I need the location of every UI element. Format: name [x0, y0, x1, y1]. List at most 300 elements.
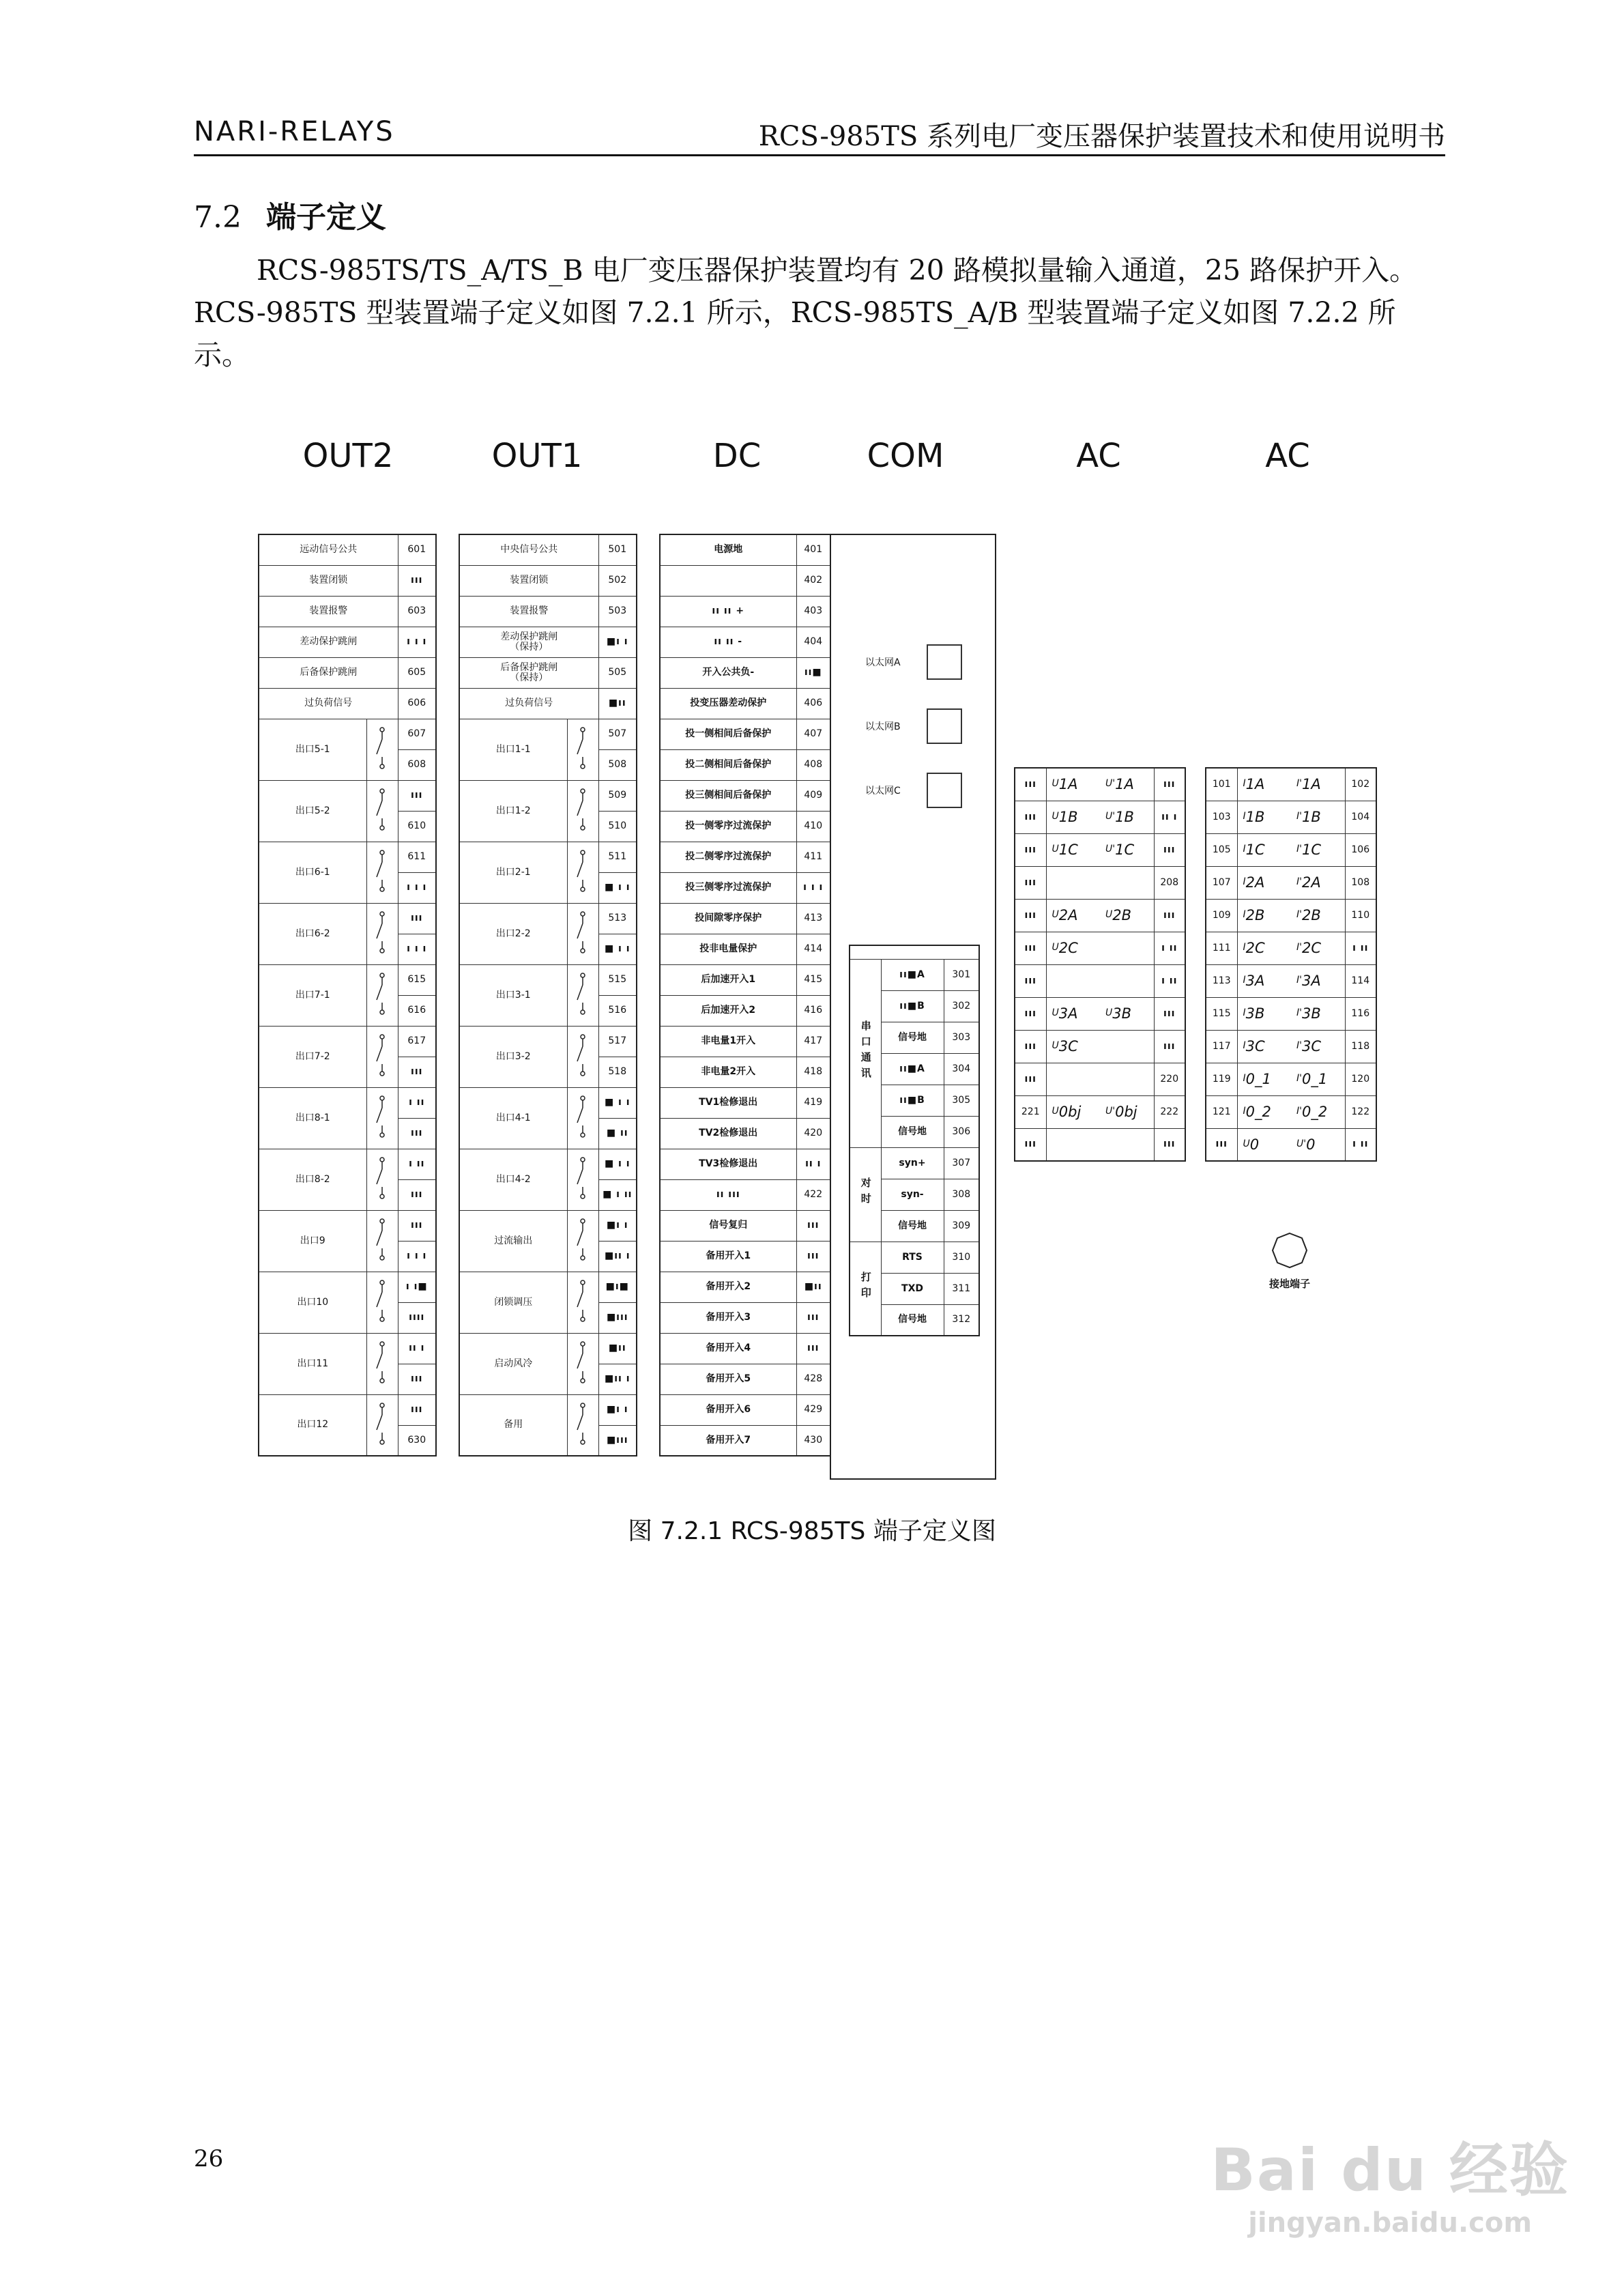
out2-relay-contact — [366, 842, 398, 903]
relay-contact-icon — [569, 723, 596, 773]
out2-relay-terminal: ııı — [398, 1394, 436, 1425]
out2-relay-terminal: 611 — [398, 842, 436, 872]
ac-i-row — [1206, 768, 1376, 801]
page-number: 26 — [194, 2145, 224, 2172]
relay-contact-icon — [368, 723, 396, 773]
out1-relay-terminal: ■ııı — [598, 1302, 637, 1333]
ac-voltage-panel — [1014, 767, 1185, 1162]
dc-row — [660, 872, 830, 903]
ac-i-terminal-right: 114 — [1345, 964, 1376, 997]
out1-relay-terminal: ■ıı — [598, 1333, 637, 1364]
dc-label: ıı ııı — [660, 1179, 796, 1210]
ac-i-terminal-right: 110 — [1345, 899, 1376, 932]
ac-i-terminal-right: ı ıı — [1345, 932, 1376, 964]
out1-signal-terminal: ■ıı — [598, 688, 637, 719]
col-head-ac-i: AC — [1265, 437, 1310, 475]
ethernet-port-label: 以太网B — [865, 721, 901, 732]
ac-u-quantity: $U'_{1C}$ — [1100, 833, 1154, 866]
dc-terminal: 429 — [796, 1394, 830, 1425]
out2-signal-row — [259, 534, 436, 565]
ac-i-quantity: $I'_{0\_2}$ — [1291, 1095, 1345, 1128]
ac-u-terminal-left: 221 — [1015, 1095, 1046, 1128]
out2-signal-terminal: 601 — [398, 534, 436, 565]
out2-relay-row — [259, 780, 436, 811]
out1-relay-contact — [567, 1272, 598, 1333]
ethernet-port-label: 以太网A — [865, 657, 901, 668]
ac-u-terminal-left: ııı — [1015, 801, 1046, 833]
dc-label — [660, 565, 796, 596]
dc-terminal: 428 — [796, 1364, 830, 1394]
out2-relay-row — [259, 1210, 436, 1241]
com-row — [850, 1242, 979, 1273]
dc-row — [660, 811, 830, 842]
ac-u-quantity: $U_{3B}$ — [1100, 997, 1154, 1030]
dc-row — [660, 534, 830, 565]
ac-i-terminal-left: 107 — [1206, 866, 1237, 899]
out2-relay-row — [259, 1394, 436, 1425]
ethernet-port — [927, 644, 962, 680]
dc-label: TV3检修退出 — [660, 1149, 796, 1179]
ac-u-quantity: $U'_{0bj}$ — [1100, 1095, 1154, 1128]
relay-contact-icon — [368, 907, 396, 958]
ac-i-row — [1206, 1128, 1376, 1161]
out2-relay-contact — [366, 1149, 398, 1210]
ac-u-quantity — [1100, 1128, 1154, 1161]
out2-relay-terminal: 610 — [398, 811, 436, 842]
dc-label: 备用开入2 — [660, 1272, 796, 1302]
ac-i-terminal-left: ııı — [1206, 1128, 1237, 1161]
out2-relay-terminal: ı ı■ — [398, 1272, 436, 1302]
ac-current-panel — [1205, 767, 1376, 1162]
out2-relay-contact — [366, 1394, 398, 1456]
ac-u-quantity — [1046, 866, 1100, 899]
out1-relay-row — [459, 964, 637, 995]
out2-relay-terminal: ı ıı — [398, 1149, 436, 1179]
dc-terminal: ■ıı — [796, 1272, 830, 1302]
dc-label: 投变压器差动保护 — [660, 688, 796, 719]
out1-relay-terminal: 508 — [598, 749, 637, 780]
ac-u-terminal-left: ııı — [1015, 866, 1046, 899]
dc-terminal: ııı — [796, 1241, 830, 1272]
out2-relay-terminal: 607 — [398, 719, 436, 749]
out2-signal-row — [259, 657, 436, 688]
out1-relay-row — [459, 1272, 637, 1302]
out2-relay-terminal: ııı — [398, 1210, 436, 1241]
out1-relay-terminal: 515 — [598, 964, 637, 995]
out1-relay-terminal: ■ ı ıı — [598, 1179, 637, 1210]
out1-relay-label: 出口2-2 — [459, 903, 567, 964]
out1-relay-row — [459, 1087, 637, 1118]
ac-i-quantity: $I'_{2A}$ — [1291, 866, 1345, 899]
com-spacer — [850, 945, 979, 959]
ac-i-terminal-right: 116 — [1345, 997, 1376, 1030]
out2-relay-label: 出口8-2 — [259, 1149, 366, 1210]
ac-u-terminal-right: ııı — [1154, 1030, 1185, 1063]
dc-label: 投非电量保护 — [660, 934, 796, 964]
out1-relay-contact — [567, 1087, 598, 1149]
dc-label: ıı ıı + — [660, 596, 796, 627]
ac-u-row — [1015, 833, 1185, 866]
ac-i-quantity: $I'_{3C}$ — [1291, 1030, 1345, 1063]
com-signal-label: syn+ — [881, 1147, 944, 1179]
out1-relay-terminal: ■ııı — [598, 1425, 637, 1456]
dc-terminal: 407 — [796, 719, 830, 749]
dc-label: 备用开入6 — [660, 1394, 796, 1425]
dc-row — [660, 565, 830, 596]
ac-i-quantity: $I_{2C}$ — [1237, 932, 1291, 964]
ac-i-terminal-right: 106 — [1345, 833, 1376, 866]
ac-u-terminal-right: 220 — [1154, 1063, 1185, 1095]
dc-label: 电源地 — [660, 534, 796, 565]
out2-signal-terminal: ııı — [398, 565, 436, 596]
out1-signal-label: 后备保护跳闸 （保持） — [459, 657, 598, 688]
ac-u-quantity: $U_{1A}$ — [1046, 768, 1100, 801]
com-signal-label: 信号地 — [881, 1304, 944, 1336]
out1-relay-terminal: ■ı ı — [598, 1210, 637, 1241]
ac-u-quantity: $U_{3C}$ — [1046, 1030, 1100, 1063]
ac-i-terminal-left: 113 — [1206, 964, 1237, 997]
ac-u-quantity — [1100, 1030, 1154, 1063]
dc-row — [660, 1241, 830, 1272]
dc-label: 投间隙零序保护 — [660, 903, 796, 934]
out1-relay-row — [459, 1394, 637, 1425]
dc-terminal: 403 — [796, 596, 830, 627]
dc-terminal: 415 — [796, 964, 830, 995]
relay-contact-icon — [569, 846, 596, 896]
out1-relay-row — [459, 1026, 637, 1057]
ac-i-row — [1206, 1095, 1376, 1128]
dc-terminal: 404 — [796, 627, 830, 657]
relay-contact-icon — [368, 968, 396, 1019]
ac-i-quantity: $I'_{2B}$ — [1291, 899, 1345, 932]
dc-terminal: ııı — [796, 1333, 830, 1364]
out1-relay-contact — [567, 964, 598, 1026]
relay-contact-icon — [569, 1091, 596, 1142]
com-signal-label: ıı■A — [881, 1053, 944, 1085]
col-head-dc: DC — [712, 437, 762, 475]
out2-relay-terminal: ııı — [398, 1179, 436, 1210]
com-signal-label: ıı■B — [881, 990, 944, 1022]
dc-terminal: ı ı ı — [796, 872, 830, 903]
relay-contact-icon — [368, 1398, 396, 1449]
out2-relay-terminal: 608 — [398, 749, 436, 780]
out1-signal-terminal: 503 — [598, 596, 637, 627]
ac-i-terminal-right: 122 — [1345, 1095, 1376, 1128]
header-brand: NARI-RELAYS — [194, 116, 395, 147]
out1-relay-contact — [567, 1210, 598, 1272]
out1-relay-terminal: ■ıı ı — [598, 1364, 637, 1394]
com-row — [850, 959, 979, 990]
out1-signal-terminal: 501 — [598, 534, 637, 565]
out1-relay-label: 过流输出 — [459, 1210, 567, 1272]
out1-signal-terminal: 505 — [598, 657, 637, 688]
com-serial-block — [849, 945, 978, 1336]
ac-u-row — [1015, 964, 1185, 997]
out1-relay-terminal: ■ ı ı — [598, 934, 637, 964]
ac-i-row — [1206, 801, 1376, 833]
ac-u-row — [1015, 1063, 1185, 1095]
ac-u-terminal-left: ııı — [1015, 899, 1046, 932]
out1-relay-terminal: ■ ı ı — [598, 872, 637, 903]
out2-signal-terminal: 605 — [398, 657, 436, 688]
out2-relay-row — [259, 964, 436, 995]
out1-relay-contact — [567, 842, 598, 903]
dc-label: TV1检修退出 — [660, 1087, 796, 1118]
ac-i-quantity: $I_{1A}$ — [1237, 768, 1291, 801]
ac-u-row — [1015, 801, 1185, 833]
out2-relay-contact — [366, 1087, 398, 1149]
out2-relay-terminal: 616 — [398, 995, 436, 1026]
dc-row — [660, 1179, 830, 1210]
out1-relay-terminal: ■ ı ı — [598, 1087, 637, 1118]
ac-u-row — [1015, 997, 1185, 1030]
dc-terminal: ıı ı — [796, 1149, 830, 1179]
com-terminal: 303 — [944, 1022, 979, 1053]
out2-relay-label: 出口6-2 — [259, 903, 366, 964]
ac-u-row — [1015, 1095, 1185, 1128]
out2-signal-label: 过负荷信号 — [259, 688, 398, 719]
dc-label: 后加速开入1 — [660, 964, 796, 995]
dc-row — [660, 1026, 830, 1057]
dc-label: 信号复归 — [660, 1210, 796, 1241]
ac-i-row — [1206, 932, 1376, 964]
com-terminal: 310 — [944, 1242, 979, 1273]
dc-terminal: ııı — [796, 1302, 830, 1333]
ac-u-quantity — [1046, 1063, 1100, 1095]
section-heading — [194, 192, 386, 236]
com-terminal: 306 — [944, 1116, 979, 1147]
out1-signal-label: 中央信号公共 — [459, 534, 598, 565]
out2-relay-label: 出口5-1 — [259, 719, 366, 780]
relay-contact-icon — [368, 1153, 396, 1203]
out1-signal-row — [459, 688, 637, 719]
dc-label: 投一侧零序过流保护 — [660, 811, 796, 842]
ac-u-terminal-right: ııı — [1154, 1128, 1185, 1161]
dc-terminal: 422 — [796, 1179, 830, 1210]
out2-relay-terminal: ıııı — [398, 1302, 436, 1333]
relay-contact-icon — [569, 968, 596, 1019]
ac-u-terminal-left: ııı — [1015, 768, 1046, 801]
ac-u-terminal-right: ııı — [1154, 768, 1185, 801]
out2-relay-label: 出口6-1 — [259, 842, 366, 903]
out2-signal-row — [259, 688, 436, 719]
header-rule — [194, 154, 1445, 156]
out1-relay-label: 启动风冷 — [459, 1333, 567, 1394]
out1-panel — [459, 534, 636, 1456]
ac-i-quantity: $I_{1B}$ — [1237, 801, 1291, 833]
dc-row — [660, 1272, 830, 1302]
intro-text: RCS-985TS/TS_A/TS_B 电厂变压器保护装置均有 20 路模拟量输入通道，25 路保护开入。RCS-985TS 型装置端子定义如图 7.2.1 所示，RCS-985TS_A/B 型装置端子定义如图 7.2.2 所示。 — [194, 254, 1418, 371]
ac-i-quantity: $I_{0\_1}$ — [1237, 1063, 1291, 1095]
dc-row — [660, 780, 830, 811]
out2-relay-terminal: 617 — [398, 1026, 436, 1057]
out1-relay-label: 备用 — [459, 1394, 567, 1456]
com-panel — [830, 534, 996, 1480]
out2-relay-terminal: ııı — [398, 1364, 436, 1394]
relay-contact-icon — [368, 784, 396, 835]
relay-contact-icon — [569, 1030, 596, 1080]
dc-terminal: ııı — [796, 1210, 830, 1241]
out2-signal-label: 后备保护跳闸 — [259, 657, 398, 688]
dc-label: 非电量1开入 — [660, 1026, 796, 1057]
out2-relay-row — [259, 1149, 436, 1179]
ac-i-quantity: $U_0$ — [1237, 1128, 1291, 1161]
out2-relay-row — [259, 1272, 436, 1302]
out2-signal-row — [259, 596, 436, 627]
ac-u-terminal-left: ııı — [1015, 1063, 1046, 1095]
dc-label: 开入公共负- — [660, 657, 796, 688]
out1-relay-label: 出口3-1 — [459, 964, 567, 1026]
ac-u-quantity: $U_{1B}$ — [1046, 801, 1100, 833]
ac-i-terminal-left: 115 — [1206, 997, 1237, 1030]
out1-relay-terminal: ■ı ı — [598, 1394, 637, 1425]
figure-caption: 图 7.2.1 RCS-985TS 端子定义图 — [628, 1517, 996, 1545]
relay-contact-icon — [569, 1153, 596, 1203]
out2-relay-terminal: ııı — [398, 1057, 436, 1087]
relay-contact-icon — [569, 1337, 596, 1388]
watermark-url: jingyan.baidu.com — [1248, 2207, 1533, 2239]
ac-u-terminal-right: ııı — [1154, 899, 1185, 932]
ac-i-terminal-right: 104 — [1345, 801, 1376, 833]
out2-relay-label: 出口10 — [259, 1272, 366, 1333]
com-terminal: 311 — [944, 1273, 979, 1304]
out2-relay-terminal: ııı — [398, 1118, 436, 1149]
out2-signal-label: 差动保护跳闸 — [259, 627, 398, 657]
com-group-label: 打印 — [850, 1242, 881, 1336]
ac-i-terminal-left: 105 — [1206, 833, 1237, 866]
out2-relay-label: 出口8-1 — [259, 1087, 366, 1149]
ac-i-quantity: $I_{0\_2}$ — [1237, 1095, 1291, 1128]
dc-row — [660, 1149, 830, 1179]
out2-relay-row — [259, 1087, 436, 1118]
out1-signal-row — [459, 565, 637, 596]
ground-terminal-icon — [1271, 1231, 1309, 1269]
ac-u-quantity: $U_{2B}$ — [1100, 899, 1154, 932]
relay-contact-icon — [368, 1091, 396, 1142]
out1-signal-terminal: 502 — [598, 565, 637, 596]
relay-contact-icon — [569, 907, 596, 958]
ac-i-quantity: $I'_{0\_1}$ — [1291, 1063, 1345, 1095]
out2-relay-label: 出口5-2 — [259, 780, 366, 842]
ac-i-terminal-left: 103 — [1206, 801, 1237, 833]
out1-relay-contact — [567, 1394, 598, 1456]
dc-row — [660, 1394, 830, 1425]
dc-terminal: 406 — [796, 688, 830, 719]
out1-relay-terminal: ■ ı ı — [598, 1149, 637, 1179]
out1-relay-contact — [567, 1333, 598, 1394]
out2-signal-label: 装置闭锁 — [259, 565, 398, 596]
ac-u-terminal-right: 208 — [1154, 866, 1185, 899]
dc-terminal: 401 — [796, 534, 830, 565]
dc-terminal: 411 — [796, 842, 830, 872]
out2-signal-label: 装置报警 — [259, 596, 398, 627]
ac-u-quantity: $U_{2C}$ — [1046, 932, 1100, 964]
out1-relay-terminal: 516 — [598, 995, 637, 1026]
com-terminal: 305 — [944, 1085, 979, 1116]
out2-signal-row — [259, 627, 436, 657]
com-group-label: 串口通讯 — [850, 959, 881, 1147]
ac-u-quantity — [1046, 964, 1100, 997]
dc-row — [660, 627, 830, 657]
out2-relay-contact — [366, 1026, 398, 1087]
ac-u-terminal-right: ııı — [1154, 833, 1185, 866]
out1-relay-terminal: 517 — [598, 1026, 637, 1057]
com-signal-label: RTS — [881, 1242, 944, 1273]
ac-u-quantity — [1100, 1063, 1154, 1095]
dc-row — [660, 596, 830, 627]
ac-i-terminal-left: 111 — [1206, 932, 1237, 964]
out1-relay-row — [459, 1210, 637, 1241]
com-terminal: 304 — [944, 1053, 979, 1085]
out2-relay-contact — [366, 719, 398, 780]
com-terminal: 308 — [944, 1179, 979, 1210]
dc-label: 非电量2开入 — [660, 1057, 796, 1087]
dc-label: 后加速开入2 — [660, 995, 796, 1026]
out1-signal-label: 装置闭锁 — [459, 565, 598, 596]
ethernet-port-label: 以太网C — [865, 786, 901, 797]
ac-i-row — [1206, 964, 1376, 997]
out2-relay-contact — [366, 1333, 398, 1394]
ethernet-port — [927, 708, 962, 744]
out1-signal-label: 过负荷信号 — [459, 688, 598, 719]
ac-i-quantity: $I'_{3A}$ — [1291, 964, 1345, 997]
dc-row — [660, 749, 830, 780]
dc-label: 投三侧相间后备保护 — [660, 780, 796, 811]
ac-i-quantity: $I'_{1A}$ — [1291, 768, 1345, 801]
ac-u-terminal-left: ııı — [1015, 1030, 1046, 1063]
ac-u-row — [1015, 1128, 1185, 1161]
com-signal-label: 信号地 — [881, 1210, 944, 1242]
dc-row — [660, 1425, 830, 1456]
dc-label: 投三侧零序过流保护 — [660, 872, 796, 903]
ac-u-quantity — [1100, 964, 1154, 997]
ethernet-port — [927, 773, 962, 808]
com-terminal: 301 — [944, 959, 979, 990]
out2-signal-terminal: 606 — [398, 688, 436, 719]
out1-relay-terminal: 510 — [598, 811, 637, 842]
ac-i-quantity: $I_{3B}$ — [1237, 997, 1291, 1030]
dc-row — [660, 1333, 830, 1364]
dc-row — [660, 1057, 830, 1087]
ac-i-row — [1206, 866, 1376, 899]
com-signal-label: 信号地 — [881, 1022, 944, 1053]
section-number: 7.2 — [194, 200, 242, 235]
ac-i-terminal-right: 120 — [1345, 1063, 1376, 1095]
out1-relay-terminal: 511 — [598, 842, 637, 872]
watermark-brand: Bai du 经验 — [1210, 2136, 1569, 2205]
out1-relay-contact — [567, 903, 598, 964]
ac-i-row — [1206, 1030, 1376, 1063]
relay-contact-icon — [368, 1337, 396, 1388]
ac-i-terminal-left: 119 — [1206, 1063, 1237, 1095]
dc-label: 备用开入7 — [660, 1425, 796, 1456]
ac-u-quantity — [1100, 866, 1154, 899]
dc-terminal: 416 — [796, 995, 830, 1026]
out1-relay-row — [459, 1149, 637, 1179]
ac-u-terminal-right: ı ıı — [1154, 964, 1185, 997]
out2-signal-terminal: ı ı ı — [398, 627, 436, 657]
ac-i-quantity: $I_{1C}$ — [1237, 833, 1291, 866]
ac-i-quantity: $I_{3C}$ — [1237, 1030, 1291, 1063]
relay-contact-icon — [569, 784, 596, 835]
ac-i-terminal-left: 101 — [1206, 768, 1237, 801]
ac-u-terminal-left: ııı — [1015, 833, 1046, 866]
dc-label: 投二侧零序过流保护 — [660, 842, 796, 872]
out2-relay-contact — [366, 1272, 398, 1333]
ac-i-row — [1206, 1063, 1376, 1095]
ac-u-terminal-left: ııı — [1015, 997, 1046, 1030]
com-group-label: 对时 — [850, 1147, 881, 1242]
